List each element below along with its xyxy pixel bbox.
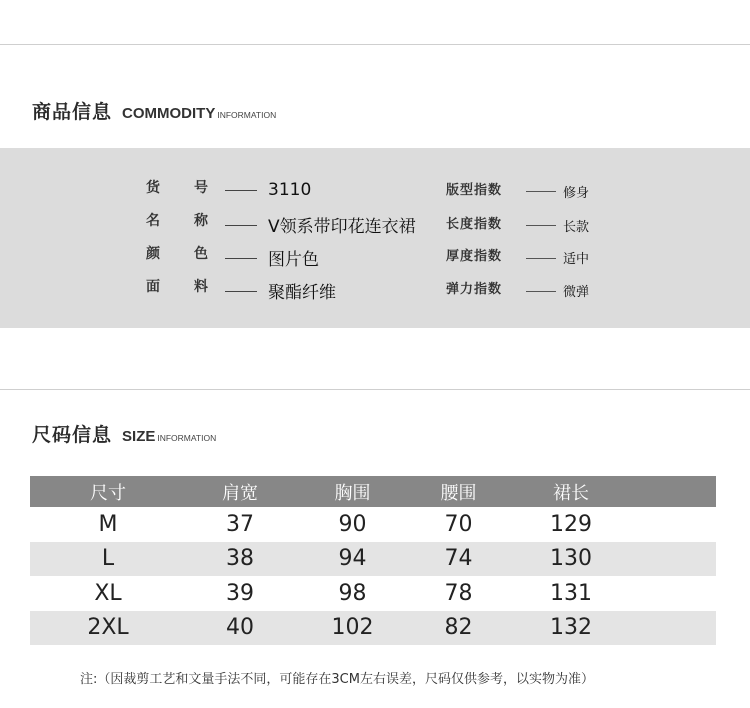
leader-line: [225, 225, 257, 226]
leader-line: [225, 258, 257, 259]
commodity-title-cn: 商品信息: [32, 101, 113, 123]
table-header-row: [30, 476, 716, 507]
leader-line: [526, 258, 556, 259]
table-header-cell: 尺寸: [90, 482, 126, 504]
index-label-elasticity: 弹力指数: [446, 282, 503, 297]
commodity-title-en: COMMODITY: [122, 105, 216, 122]
size-title-cn: 尺码信息: [32, 424, 113, 446]
info-label-fabric: 面 料: [146, 279, 208, 295]
commodity-section-title: [32, 97, 276, 124]
commodity-title-en-small: INFORMATION: [217, 110, 277, 120]
index-value-thickness: 适中: [563, 252, 590, 267]
size-section-title: [32, 420, 216, 447]
table-cell: 98: [338, 580, 367, 606]
info-value-name: V领系带印花连衣裙: [268, 217, 416, 237]
table-cell: 2XL: [87, 615, 129, 641]
size-title-en: SIZE: [122, 428, 156, 445]
table-header-cell: 腰围: [440, 482, 477, 504]
size-table: [30, 476, 716, 645]
table-cell: 94: [338, 546, 367, 572]
index-label-fit: 版型指数: [446, 183, 503, 198]
table-cell: M: [98, 511, 118, 537]
table-cell: 102: [331, 615, 374, 641]
leader-line: [225, 291, 257, 292]
table-cell: 78: [444, 580, 473, 606]
table-cell: 40: [226, 615, 254, 641]
middle-divider: [0, 389, 750, 390]
table-cell: 37: [226, 511, 254, 537]
table-row: [30, 507, 716, 542]
table-header-cell: 肩宽: [222, 482, 258, 504]
table-cell: XL: [94, 580, 122, 606]
top-divider: [0, 44, 750, 45]
table-cell: 132: [550, 615, 592, 641]
size-disclaimer-note: 注:（因裁剪工艺和文量手法不同，可能存在3CM左右误差，尺码仅供参考，以实物为准）: [80, 672, 594, 687]
index-label-length: 长度指数: [446, 217, 503, 232]
index-value-fit: 修身: [563, 186, 590, 201]
table-header-cell: 裙长: [553, 482, 589, 504]
info-label-name: 名 称: [146, 213, 208, 229]
table-header-cell: 胸围: [334, 482, 371, 504]
table-cell: 38: [226, 546, 254, 572]
commodity-info-panel: [0, 148, 750, 328]
index-value-elasticity: 微弹: [563, 285, 590, 300]
table-row: [30, 542, 716, 577]
table-cell: 74: [444, 546, 473, 572]
info-value-color: 图片色: [268, 250, 319, 270]
table-cell: 131: [550, 580, 592, 606]
table-row: [30, 576, 716, 611]
table-cell: L: [101, 546, 115, 572]
table-cell: 130: [550, 546, 592, 572]
info-label-color: 颜 色: [146, 246, 208, 262]
leader-line: [526, 291, 556, 292]
table-cell: 90: [338, 511, 367, 537]
table-cell: 70: [444, 511, 473, 537]
info-value-fabric: 聚酯纤维: [268, 283, 336, 303]
index-label-thickness: 厚度指数: [446, 249, 503, 264]
info-value-item-no: 3110: [268, 180, 312, 200]
size-title-en-small: INFORMATION: [157, 433, 217, 443]
info-label-item-no: 货 号: [146, 180, 208, 196]
table-row: [30, 611, 716, 646]
table-cell: 82: [444, 615, 473, 641]
leader-line: [225, 190, 257, 191]
leader-line: [526, 191, 556, 192]
table-cell: 39: [226, 580, 254, 606]
table-cell: 129: [550, 511, 592, 537]
index-value-length: 长款: [563, 220, 590, 235]
leader-line: [526, 225, 556, 226]
